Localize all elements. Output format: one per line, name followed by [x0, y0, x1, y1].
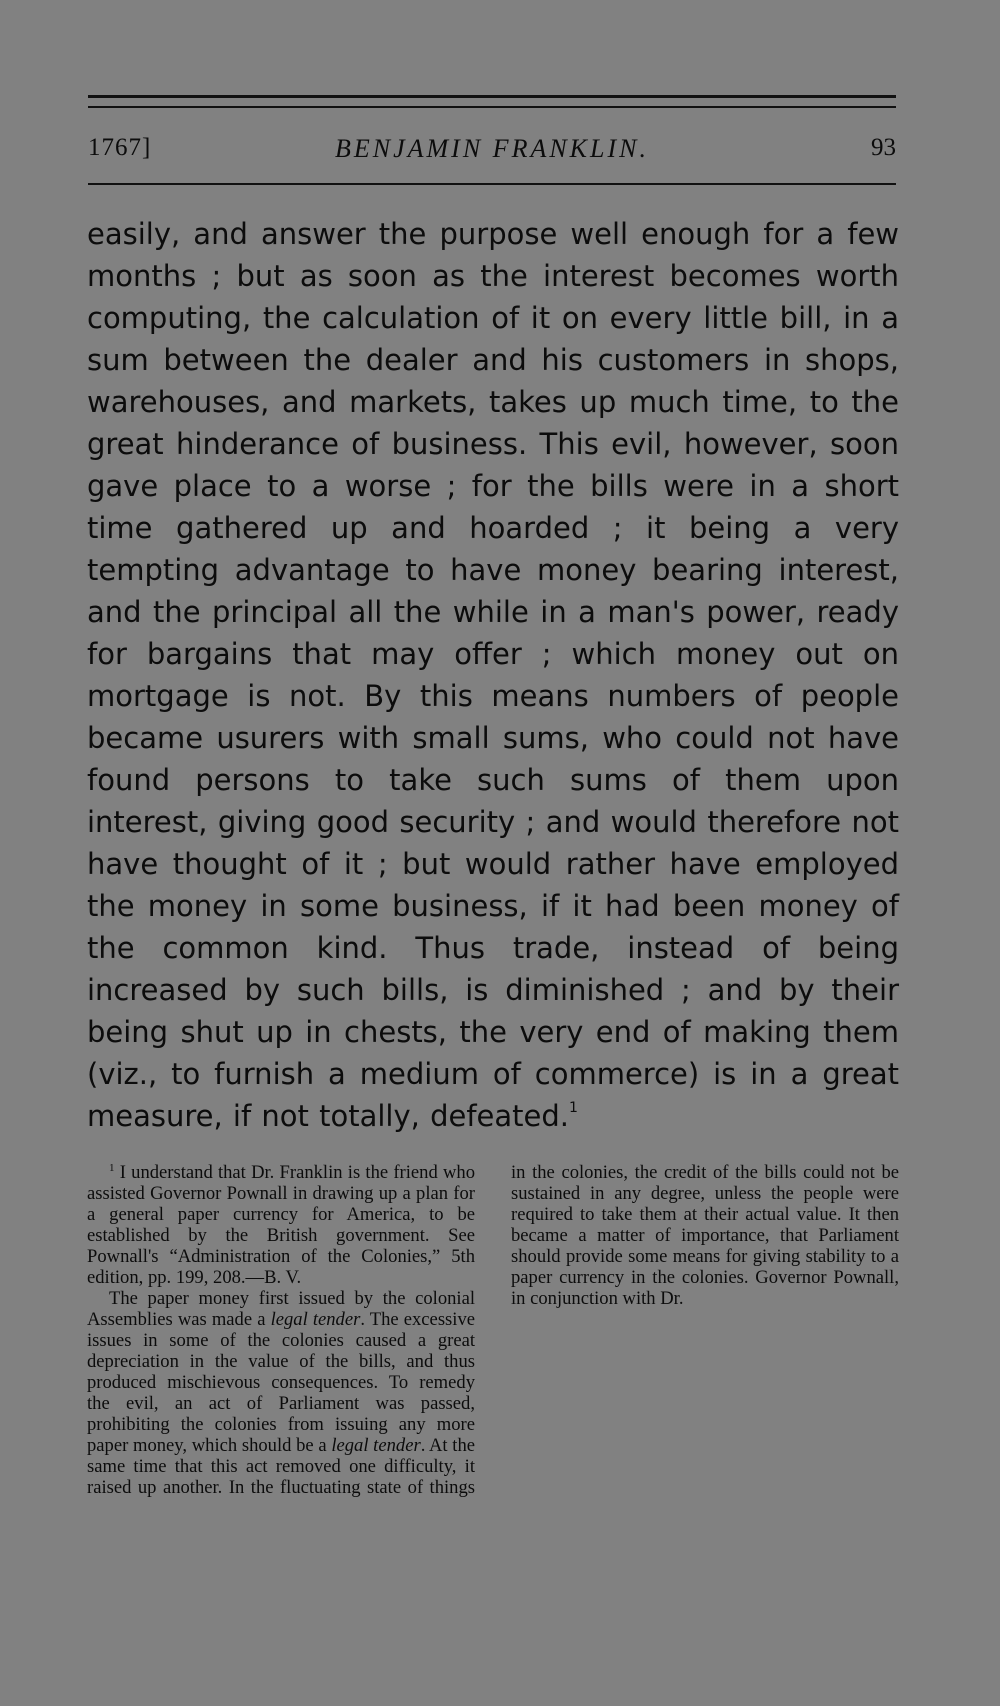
top-rule — [88, 95, 896, 98]
header-rule — [88, 183, 896, 185]
legal-tender-italic-2: legal tender — [331, 1435, 421, 1456]
legal-tender-italic-1: legal tender — [270, 1309, 361, 1330]
running-head-title: BENJAMIN FRANKLIN. — [335, 134, 649, 163]
body-text: easily, and answer the purpose well enough for a few months ; but as soon as the interest becomes worth computing, the calculation of it on every little bill, in a sum between the dealer and his customers in shops, warehouses, and markets, takes up much time, to the great hinderance of business. This evil, however, soon gave place to a worse ; for the bills were in a short time gathered up and hoarded ; it being a very tempting advantage to have money bearing interest, and the principal all the while in a man's power, ready for bargains that may offer ; which money out on mortgage is not. By this means numbers of people became usurers with small sums, who could not have found persons to take such sums of them upon interest, giving good security ; and would therefore not have thought of it ; but would rather have employed the money in some business, if it had been money of the common kind. Thus trade, instead of being increased by such bills, is diminished ; and by their being shut up in chests, the very end of making them (viz., to furnish a medium of commerce) is in a great measure, if not totally, defeated. — [87, 217, 899, 1133]
footnotes — [87, 1162, 899, 1515]
footnote-2-part-b: . The excessive issues in some of the colonies caused a great depreciation in the value of the bills, and thus produced mischievous consequences. To remedy the evil, an act of Parliament was passed, prohibiting the colonies from issuing any more paper money, which should be a — [87, 1309, 476, 1456]
footnote-1-text: I understand that Dr. Franklin is the friend who assisted Governor Pownall in drawing up a plan for a general paper currency for America, to be established by the British government. See Pownall's “Administration of the Colonies,” 5th edition, pp. 199, 208.—B. V. — [87, 1162, 475, 1288]
footnote-reference: 1 — [569, 1100, 578, 1116]
running-head — [88, 134, 896, 174]
footnote-1-marker: 1 — [109, 1162, 115, 1174]
footnote-1 — [87, 1162, 475, 1288]
footnote-2-part-a: The paper money first issued by the colonial Assemblies was made a — [87, 1288, 475, 1330]
running-head-year: 1767] — [88, 134, 152, 161]
footnote-2-part-c: . At the same time that this act removed one difficulty, it raised up another. In the fluctuating state of things in the colonies, the credit of the bills could not be sustained in any degree, unless the people were required to take them at their actual value. It then became a matter of importance, that Parliament should provide some means for giving stability to a paper currency in the colonies. Governor Pownall, in conjunction with Dr. — [87, 1162, 899, 1498]
top-rule-thin — [88, 106, 896, 108]
body-paragraph — [87, 213, 899, 1137]
page-number: 93 — [871, 134, 896, 161]
